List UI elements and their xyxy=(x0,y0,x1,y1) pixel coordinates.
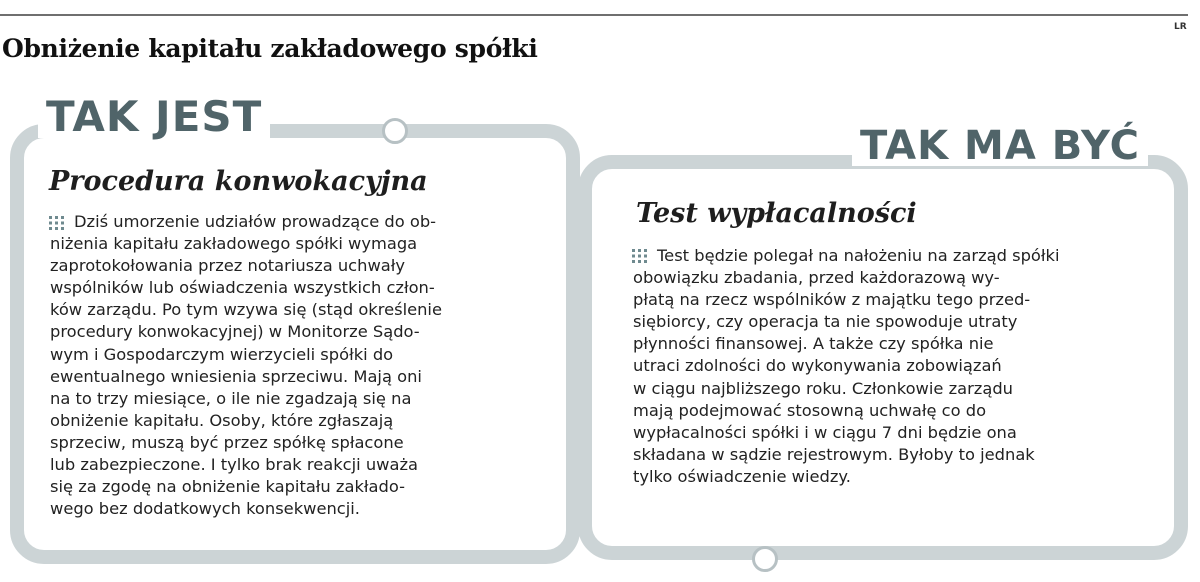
right-panel-body xyxy=(633,245,1133,488)
left-panel-tab-label: TAK JEST xyxy=(38,96,270,138)
body-line: lub zabezpieczone. I tylko brak reakcji uważa xyxy=(50,455,418,475)
body-line: mają podejmować stosowną uchwałę co do xyxy=(633,400,987,420)
body-line: Dziś umorzenie udziałów prowadzące do ob- xyxy=(74,212,437,231)
body-line: procedury konwokacyjnej) w Monitorze Sądo- xyxy=(50,322,420,342)
body-line: Test będzie polegał na nałożeniu na zarząd spółki xyxy=(657,246,1060,265)
body-line: ków zarządu. Po tym wzywa się (stąd określenie xyxy=(50,300,442,320)
body-line: siębiorcy, czy operacja ta nie spowoduje utraty xyxy=(633,312,1018,332)
body-line: obowiązku zbadania, przed każdorazową wy- xyxy=(633,268,1000,288)
body-line: wego bez dodatkowych konsekwencji. xyxy=(50,499,360,519)
right-panel-title: Test wypłacalności xyxy=(636,198,917,229)
body-line: ewentualnego wniesienia sprzeciwu. Mają oni xyxy=(50,366,422,386)
left-panel-knob xyxy=(382,118,408,144)
headline: Obniżenie kapitału zakładowego spółki xyxy=(2,34,538,63)
body-line: niżenia kapitału zakładowego spółki wymaga xyxy=(50,234,418,254)
left-panel-body xyxy=(50,211,520,520)
body-line: wypłacalności spółki i w ciągu 7 dni będzie ona xyxy=(633,422,1017,442)
body-line: wspólników lub oświadczenia wszystkich człon- xyxy=(50,278,435,298)
left-panel-title: Procedura konwokacyjna xyxy=(49,166,428,197)
body-line: się za zgodę na obniżenie kapitału zakłado- xyxy=(50,477,405,497)
source-mark: LR xyxy=(1174,22,1187,32)
body-line: składana w sądzie rejestrowym. Byłoby to jednak xyxy=(633,444,1035,464)
body-line: sprzeciw, muszą być przez spółkę spłacone xyxy=(50,432,404,452)
body-line: płynności finansowej. A także czy spółka nie xyxy=(633,334,994,354)
body-line: utraci zdolności do wykonywania zobowiązań xyxy=(633,356,1002,376)
body-line: w ciągu najbliższego roku. Członkowie zarządu xyxy=(633,378,1013,398)
top-rule xyxy=(0,14,1188,16)
body-line: wym i Gospodarczym wierzycieli spółki do xyxy=(50,344,394,364)
body-line: płatą na rzecz wspólników z majątku tego przed- xyxy=(633,290,1031,310)
body-line: tylko oświadczenie wiedzy. xyxy=(633,466,851,486)
right-panel-tab-label: TAK MA BYĆ xyxy=(852,126,1148,166)
right-panel-knob xyxy=(752,546,778,572)
body-line: obniżenie kapitału. Osoby, które zgłaszają xyxy=(50,410,394,430)
body-line: zaprotokołowania przez notariusza uchwały xyxy=(50,256,405,276)
body-line: na to trzy miesiące, o ile nie zgadzają się na xyxy=(50,388,412,408)
